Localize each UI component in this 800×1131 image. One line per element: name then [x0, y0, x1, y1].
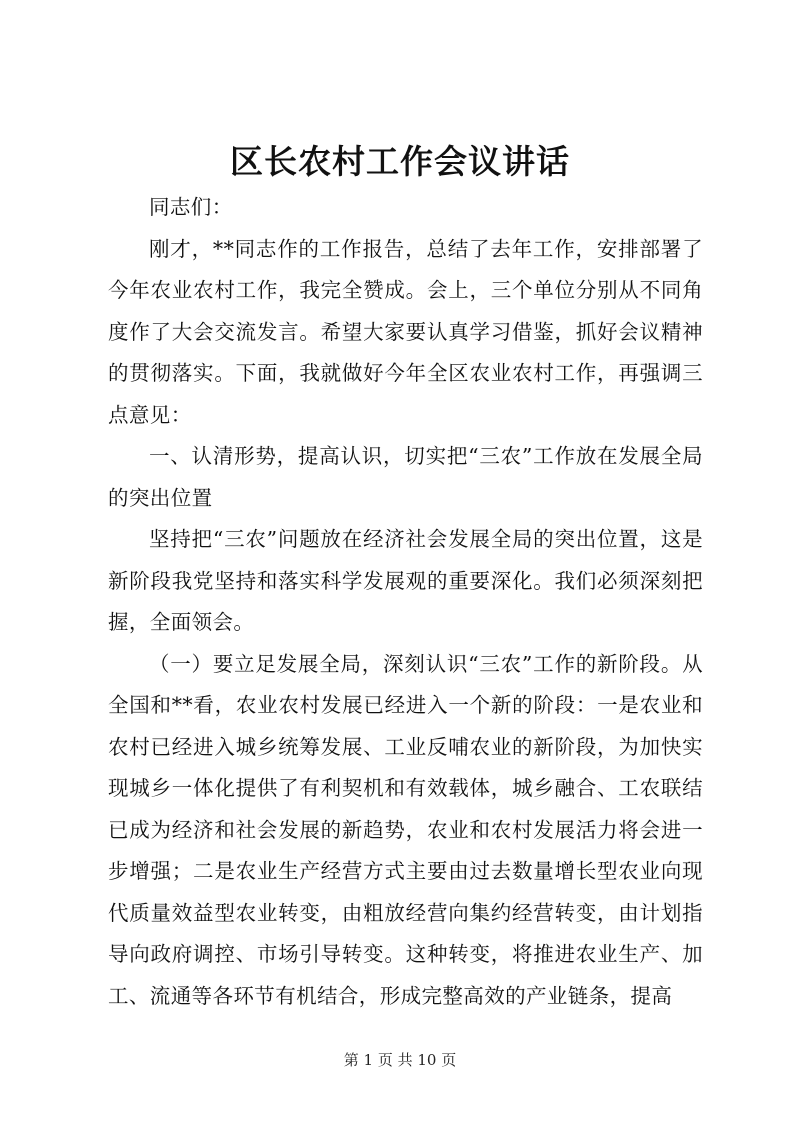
greeting-paragraph: 同志们： — [149, 195, 233, 219]
document-body — [108, 187, 703, 1017]
document-title: 区长农村工作会议讲话 — [230, 142, 570, 181]
body-paragraph: 坚持把“三农”问题放在经济社会发展全局的突出位置，这是新阶段我党坚持和落实科学发展观的重要深化。我们必须深刻把握，全面领会。 — [108, 527, 703, 634]
body-paragraph: 刚才，**同志作的工作报告，总结了去年工作，安排部署了今年农业农村工作，我完全赞成。会上，三个单位分别从不同角度作了大会交流发言。希望大家要认真学习借鉴，抓好会议精神的贯彻落实。下面，我就做好今年全区农业农村工作，再强调三点意见： — [108, 236, 703, 427]
section-heading: 一、认清形势，提高认识，切实把“三农”工作放在发展全局的突出位置 — [108, 444, 703, 510]
subsection-paragraph: （一）要立足发展全局，深刻认识“三农”工作的新阶段。从全国和**看，农业农村发展已经进入一个新的阶段：一是农业和农村已经进入城乡统筹发展、工业反哺农业的新阶段，为加快实现城乡一体化提供了有利契机和有效载体，城乡融合、工农联结已成为经济和社会发展的新趋势，农业和农村发展活力将会进一步增强；二是农业生产经营方式主要由过去数量增长型农业向现代质量效益型农业转变，由粗放经营向集约经营转变，由计划指导向政府调控、市场引导转变。这种转变，将推进农业生产、加工、流通等各环节有机结合，形成完整高效的产业链条，提高 — [108, 651, 703, 1008]
page-footer: 第 1 页 共 10 页 — [343, 1051, 457, 1069]
